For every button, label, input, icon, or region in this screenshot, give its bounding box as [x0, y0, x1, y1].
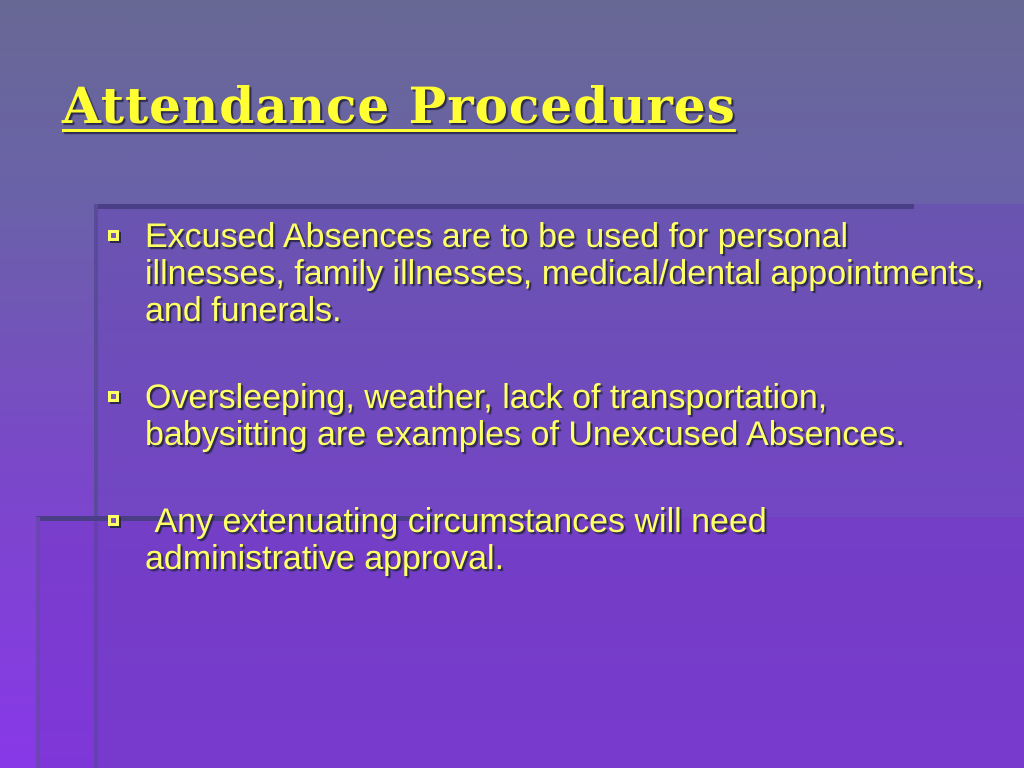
panel-edge-lower	[36, 517, 40, 768]
bullet-text: Excused Absences are to be used for personal illnesses, family illnesses, medical/dental appointments, and funerals.	[145, 217, 985, 329]
bullet-list	[105, 218, 985, 577]
bullet-text: Any extenuating circumstances will need administrative approval.	[145, 502, 777, 577]
bullet-item	[105, 379, 985, 453]
panel-divider-upper	[94, 204, 914, 209]
bullet-text: Oversleeping, weather, lack of transportation, babysitting are examples of Unexcused Absences.	[145, 378, 905, 453]
square-bullet-icon	[108, 391, 119, 402]
bullet-item	[105, 218, 985, 329]
square-bullet-icon	[108, 230, 119, 241]
bullet-item	[105, 503, 985, 577]
slide-title: Attendance Procedures	[62, 76, 736, 135]
square-bullet-icon	[108, 515, 119, 526]
